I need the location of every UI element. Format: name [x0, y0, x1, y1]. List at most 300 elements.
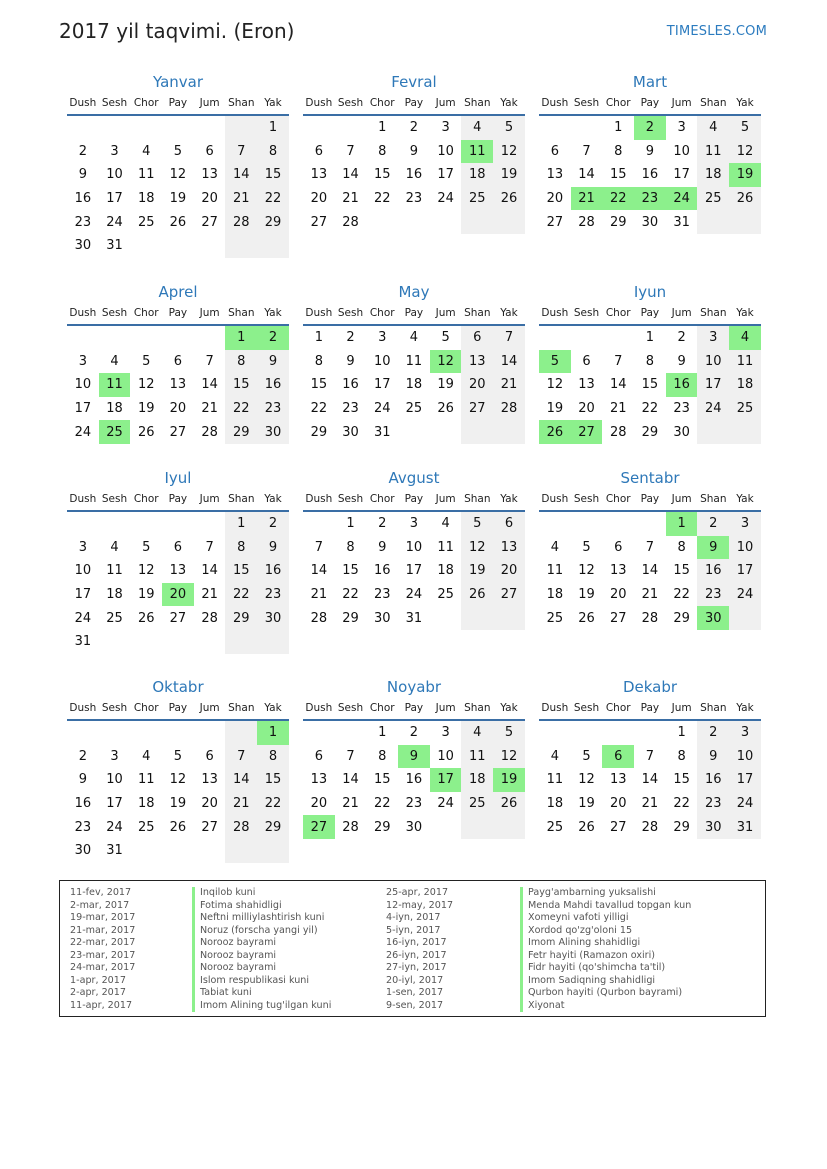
empty-cell [398, 420, 430, 444]
day-cell: 13 [169, 563, 187, 579]
day-cell: 31 [106, 238, 123, 254]
day-cell: 17 [673, 167, 690, 183]
day-cell: 14 [493, 350, 525, 374]
day-cell: 27 [201, 214, 218, 230]
holiday-name: Xiyonat [520, 1000, 691, 1013]
day-cell: 12 [493, 140, 525, 164]
month-name: Fevral [391, 73, 437, 91]
day-cell: 27 [546, 214, 564, 230]
month-name: May [398, 283, 430, 301]
day-cell: 28 [641, 819, 659, 835]
day-cell: 16 [697, 768, 729, 792]
day-cell: 16 [405, 167, 423, 183]
day-cell: 18 [137, 796, 155, 812]
weekday-label: Jum [199, 493, 220, 505]
day-cell: 5 [173, 143, 183, 159]
day-cell: 15 [609, 167, 627, 183]
weekday-label: Pay [168, 97, 188, 109]
day-cell: 19 [578, 587, 595, 603]
day-cell: 30 [342, 424, 359, 440]
holiday-list [59, 880, 766, 1017]
day-cell: 8 [314, 353, 323, 369]
day-cell: 18 [461, 163, 493, 187]
day-grid [303, 721, 525, 839]
holiday-date: 24-mar, 2017 [70, 962, 136, 973]
weekday-label: Jum [435, 307, 456, 319]
day-cell: 22 [225, 397, 257, 421]
day-cell: 26 [729, 187, 761, 211]
day-cell: 23 [697, 792, 729, 816]
weekday-label: Chor [605, 493, 631, 505]
empty-cell [257, 630, 289, 654]
site-link[interactable]: TIMESLES.COM [666, 24, 767, 39]
holiday-day-cell: 2 [634, 116, 666, 140]
day-cell: 17 [74, 587, 92, 603]
day-cell: 31 [729, 815, 761, 839]
day-cell: 23 [342, 401, 359, 417]
month-name: Avgust [388, 469, 440, 487]
weekday-label: Sesh [337, 702, 364, 714]
day-cell: 24 [729, 792, 761, 816]
day-cell: 4 [110, 353, 119, 369]
day-cell: 7 [225, 140, 257, 164]
holiday-name: Xomeyni vafoti yilligi [520, 912, 691, 925]
day-cell: 26 [137, 610, 155, 626]
empty-cell [335, 116, 367, 140]
day-cell: 15 [373, 772, 391, 788]
day-grid [67, 512, 289, 654]
day-cell: 30 [74, 843, 92, 859]
holiday-day-cell: 25 [99, 420, 131, 444]
day-cell: 15 [373, 167, 391, 183]
weekday-label: Dush [69, 97, 97, 109]
day-cell: 18 [437, 563, 454, 579]
day-cell: 16 [74, 796, 92, 812]
day-cell: 27 [609, 610, 627, 626]
empty-cell [430, 420, 462, 444]
day-cell: 12 [546, 377, 564, 393]
day-cell: 24 [405, 587, 423, 603]
day-cell: 28 [201, 424, 218, 440]
month-name: Sentabr [620, 469, 680, 487]
day-cell: 26 [137, 424, 155, 440]
day-cell: 29 [342, 610, 359, 626]
day-cell: 5 [729, 116, 761, 140]
holiday-day-cell: 11 [461, 140, 493, 164]
day-cell: 11 [106, 563, 123, 579]
day-cell: 19 [493, 163, 525, 187]
day-cell: 4 [142, 143, 151, 159]
empty-cell [99, 116, 131, 140]
holiday-day-cell: 27 [303, 815, 335, 839]
day-cell: 31 [106, 843, 123, 859]
day-cell: 8 [346, 539, 355, 555]
day-cell: 13 [493, 536, 525, 560]
weekday-label: Pay [640, 97, 660, 109]
day-cell: 12 [578, 563, 595, 579]
day-cell: 12 [729, 140, 761, 164]
day-cell: 25 [437, 587, 454, 603]
day-cell: 23 [697, 583, 729, 607]
day-cell: 6 [550, 143, 559, 159]
day-cell: 15 [225, 373, 257, 397]
day-cell: 17 [106, 796, 123, 812]
page-title: 2017 yil taqvimi. (Eron) [59, 19, 295, 43]
day-cell: 11 [137, 167, 155, 183]
day-cell: 23 [257, 397, 289, 421]
day-cell: 1 [346, 516, 355, 532]
holiday-name: Payg'ambarning yuksalishi [520, 887, 691, 900]
day-cell: 20 [169, 401, 187, 417]
day-cell: 17 [405, 563, 423, 579]
day-cell: 14 [201, 377, 218, 393]
day-cell: 17 [74, 401, 92, 417]
holiday-day-cell: 17 [430, 768, 462, 792]
day-cell: 29 [310, 424, 328, 440]
empty-cell [130, 326, 162, 350]
holiday-name: Imom Sadiqning shahidligi [520, 975, 691, 988]
weekday-label: Pay [404, 702, 424, 714]
day-cell: 22 [373, 191, 391, 207]
day-cell: 1 [614, 120, 623, 136]
day-cell: 4 [142, 748, 151, 764]
weekday-label: Chor [605, 307, 631, 319]
empty-cell [571, 326, 603, 350]
day-cell: 3 [697, 326, 729, 350]
empty-cell [67, 116, 99, 140]
day-cell: 28 [310, 610, 328, 626]
day-cell: 28 [641, 610, 659, 626]
empty-cell [162, 234, 194, 258]
empty-cell [99, 721, 131, 745]
empty-cell [225, 234, 257, 258]
day-cell: 21 [342, 191, 359, 207]
holiday-name: Qurbon hayiti (Qurbon bayrami) [520, 987, 691, 1000]
weekday-label: Chor [133, 307, 159, 319]
day-cell: 13 [461, 350, 493, 374]
weekday-label: Pay [168, 307, 188, 319]
day-cell: 1 [225, 512, 257, 536]
day-cell: 8 [614, 143, 623, 159]
day-cell: 17 [729, 559, 761, 583]
day-cell: 15 [225, 559, 257, 583]
day-cell: 7 [645, 748, 655, 764]
holiday-date: 12-may, 2017 [386, 899, 454, 911]
day-cell: 1 [257, 116, 289, 140]
day-cell: 6 [614, 539, 623, 555]
holiday-date: 1-sen, 2017 [386, 987, 444, 998]
day-cell: 13 [609, 772, 627, 788]
day-cell: 19 [578, 796, 595, 812]
day-cell: 24 [106, 214, 123, 230]
weekday-label: Pay [404, 493, 424, 505]
day-cell: 25 [461, 792, 493, 816]
empty-cell [162, 721, 194, 745]
holiday-day-cell: 9 [697, 536, 729, 560]
day-cell: 2 [78, 748, 87, 764]
holiday-day-cell: 22 [602, 187, 634, 211]
weekday-label: Shan [700, 307, 727, 319]
holiday-date: 11-apr, 2017 [70, 999, 133, 1011]
day-cell: 13 [546, 167, 564, 183]
day-cell: 11 [697, 140, 729, 164]
holiday-names-col-2 [520, 887, 691, 1012]
day-cell: 13 [310, 167, 328, 183]
holiday-day-cell: 19 [729, 163, 761, 187]
empty-cell [430, 606, 462, 630]
day-grid [303, 116, 525, 234]
day-cell: 19 [137, 401, 155, 417]
weekday-label: Jum [435, 97, 456, 109]
day-cell: 29 [225, 606, 257, 630]
day-cell: 26 [461, 583, 493, 607]
day-cell: 18 [405, 377, 423, 393]
day-cell: 10 [373, 353, 391, 369]
day-cell: 16 [373, 563, 391, 579]
day-cell: 17 [729, 768, 761, 792]
day-cell: 31 [373, 424, 391, 440]
day-cell: 31 [74, 634, 92, 650]
holiday-name: Menda Mahdi tavallud topgan kun [520, 900, 691, 913]
empty-cell [398, 210, 430, 234]
day-cell: 3 [729, 512, 761, 536]
day-cell: 8 [645, 353, 655, 369]
day-grid [67, 326, 289, 444]
empty-cell [493, 606, 525, 630]
holiday-day-cell: 5 [539, 350, 571, 374]
day-cell: 10 [74, 563, 92, 579]
weekday-label: Jum [671, 493, 692, 505]
weekday-label: Jum [671, 702, 692, 714]
weekday-label: Yak [736, 307, 754, 319]
day-cell: 9 [677, 353, 686, 369]
day-cell: 6 [205, 748, 214, 764]
day-cell: 9 [378, 539, 387, 555]
month-name: Dekabr [622, 678, 678, 696]
holiday-name: Norooz bayrami [192, 950, 331, 963]
day-cell: 4 [409, 330, 419, 346]
holiday-names-col-1 [192, 887, 331, 1012]
day-cell: 1 [378, 725, 387, 741]
day-cell: 14 [641, 772, 659, 788]
month-name: Iyun [633, 283, 667, 301]
day-cell: 23 [373, 587, 391, 603]
empty-cell [225, 116, 257, 140]
day-cell: 24 [437, 191, 454, 207]
day-cell: 3 [78, 353, 87, 369]
holiday-date: 23-mar, 2017 [70, 949, 136, 961]
weekday-label: Chor [369, 702, 395, 714]
day-grid [539, 326, 761, 444]
weekday-label: Sesh [573, 702, 600, 714]
day-cell: 3 [441, 725, 450, 741]
day-cell: 24 [373, 401, 391, 417]
day-cell: 21 [493, 373, 525, 397]
day-cell: 8 [677, 748, 686, 764]
day-cell: 27 [493, 583, 525, 607]
empty-cell [257, 234, 289, 258]
holiday-name: Norooz bayrami [192, 937, 331, 950]
holiday-name: Xordod qo'zg'oloni 15 [520, 925, 691, 938]
weekday-label: Dush [305, 493, 333, 505]
day-cell: 7 [614, 353, 623, 369]
weekday-label: Sesh [101, 493, 128, 505]
day-cell: 6 [461, 326, 493, 350]
day-cell: 2 [346, 330, 355, 346]
weekday-header [303, 488, 525, 512]
day-cell: 29 [673, 819, 690, 835]
weekday-label: Sesh [573, 493, 600, 505]
day-cell: 6 [173, 539, 183, 555]
empty-cell [697, 420, 729, 444]
day-cell: 25 [137, 819, 155, 835]
day-cell: 14 [578, 167, 595, 183]
holiday-date: 9-sen, 2017 [386, 999, 444, 1011]
day-cell: 26 [493, 792, 525, 816]
holiday-date: 4-iyn, 2017 [386, 912, 441, 923]
day-cell: 27 [310, 214, 328, 230]
weekday-label: Yak [736, 702, 754, 714]
day-cell: 28 [578, 214, 595, 230]
weekday-label: Dush [541, 493, 569, 505]
day-cell: 28 [609, 424, 627, 440]
day-cell: 18 [137, 191, 155, 207]
holiday-name: Neftni milliylashtirish kuni [192, 912, 331, 925]
day-cell: 25 [729, 397, 761, 421]
weekday-label: Sesh [337, 307, 364, 319]
day-cell: 19 [169, 191, 187, 207]
weekday-label: Pay [168, 702, 188, 714]
weekday-label: Chor [605, 97, 631, 109]
month-may [303, 282, 525, 444]
day-cell: 6 [582, 353, 591, 369]
day-cell: 21 [641, 796, 659, 812]
day-cell: 26 [437, 401, 454, 417]
day-cell: 9 [257, 350, 289, 374]
day-cell: 18 [106, 401, 123, 417]
weekday-label: Yak [264, 702, 282, 714]
day-cell: 4 [461, 721, 493, 745]
empty-cell [602, 326, 634, 350]
day-cell: 24 [74, 424, 92, 440]
day-cell: 11 [729, 350, 761, 374]
day-cell: 8 [225, 536, 257, 560]
day-grid [303, 512, 525, 630]
day-grid [539, 116, 761, 234]
holiday-day-cell: 19 [493, 768, 525, 792]
day-cell: 23 [405, 191, 423, 207]
month-name: Mart [632, 73, 668, 91]
day-cell: 6 [205, 143, 214, 159]
day-cell: 23 [74, 214, 92, 230]
weekday-label: Shan [464, 493, 491, 505]
day-cell: 16 [257, 373, 289, 397]
day-cell: 9 [697, 745, 729, 769]
day-cell: 16 [257, 559, 289, 583]
day-cell: 21 [342, 796, 359, 812]
day-cell: 5 [173, 748, 183, 764]
holiday-day-cell: 6 [602, 745, 634, 769]
day-cell: 28 [493, 397, 525, 421]
day-cell: 14 [225, 768, 257, 792]
day-cell: 10 [729, 536, 761, 560]
day-cell: 29 [257, 815, 289, 839]
day-grid [67, 116, 289, 258]
weekday-label: Dush [305, 702, 333, 714]
day-cell: 10 [729, 745, 761, 769]
holiday-day-cell: 1 [257, 721, 289, 745]
empty-cell [303, 512, 335, 536]
weekday-label: Shan [464, 702, 491, 714]
weekday-label: Sesh [101, 97, 128, 109]
weekday-header [67, 488, 289, 512]
day-cell: 1 [378, 120, 387, 136]
weekday-header [539, 302, 761, 326]
weekday-label: Dush [541, 97, 569, 109]
day-cell: 17 [373, 377, 391, 393]
day-cell: 22 [310, 401, 328, 417]
day-cell: 4 [550, 748, 559, 764]
holiday-day-cell: 26 [539, 420, 571, 444]
empty-cell [225, 721, 257, 745]
day-cell: 12 [461, 536, 493, 560]
day-cell: 23 [74, 819, 92, 835]
holiday-date: 22-mar, 2017 [70, 937, 136, 948]
month-noyabr [303, 677, 525, 839]
empty-cell [493, 210, 525, 234]
month-oktabr [67, 677, 289, 863]
day-cell: 21 [310, 587, 328, 603]
weekday-label: Pay [640, 702, 660, 714]
weekday-label: Jum [199, 307, 220, 319]
day-cell: 10 [405, 539, 423, 555]
weekday-label: Chor [369, 493, 395, 505]
month-dekabr [539, 677, 761, 839]
holiday-date: 11-fev, 2017 [70, 887, 132, 898]
holiday-day-cell: 11 [99, 373, 131, 397]
day-cell: 27 [201, 819, 218, 835]
day-cell: 2 [257, 512, 289, 536]
day-cell: 2 [409, 725, 419, 741]
weekday-label: Shan [700, 702, 727, 714]
weekday-label: Sesh [573, 97, 600, 109]
weekday-label: Yak [736, 493, 754, 505]
holiday-name: Islom respublikasi kuni [192, 975, 331, 988]
day-cell: 2 [409, 120, 419, 136]
day-cell: 24 [437, 796, 454, 812]
day-cell: 22 [641, 401, 659, 417]
day-cell: 25 [546, 610, 564, 626]
holiday-day-cell: 12 [430, 350, 462, 374]
day-cell: 29 [641, 424, 659, 440]
holiday-dates-col-2 [386, 887, 453, 1012]
day-cell: 29 [257, 210, 289, 234]
day-cell: 4 [697, 116, 729, 140]
weekday-label: Yak [500, 493, 518, 505]
day-cell: 20 [493, 559, 525, 583]
day-cell: 7 [346, 748, 355, 764]
day-cell: 3 [409, 516, 419, 532]
empty-cell [162, 512, 194, 536]
weekday-label: Dush [69, 702, 97, 714]
day-cell: 24 [729, 583, 761, 607]
empty-cell [493, 420, 525, 444]
month-avgust [303, 468, 525, 630]
weekday-label: Chor [369, 97, 395, 109]
day-cell: 20 [201, 191, 218, 207]
weekday-label: Dush [69, 493, 97, 505]
day-cell: 2 [378, 516, 387, 532]
